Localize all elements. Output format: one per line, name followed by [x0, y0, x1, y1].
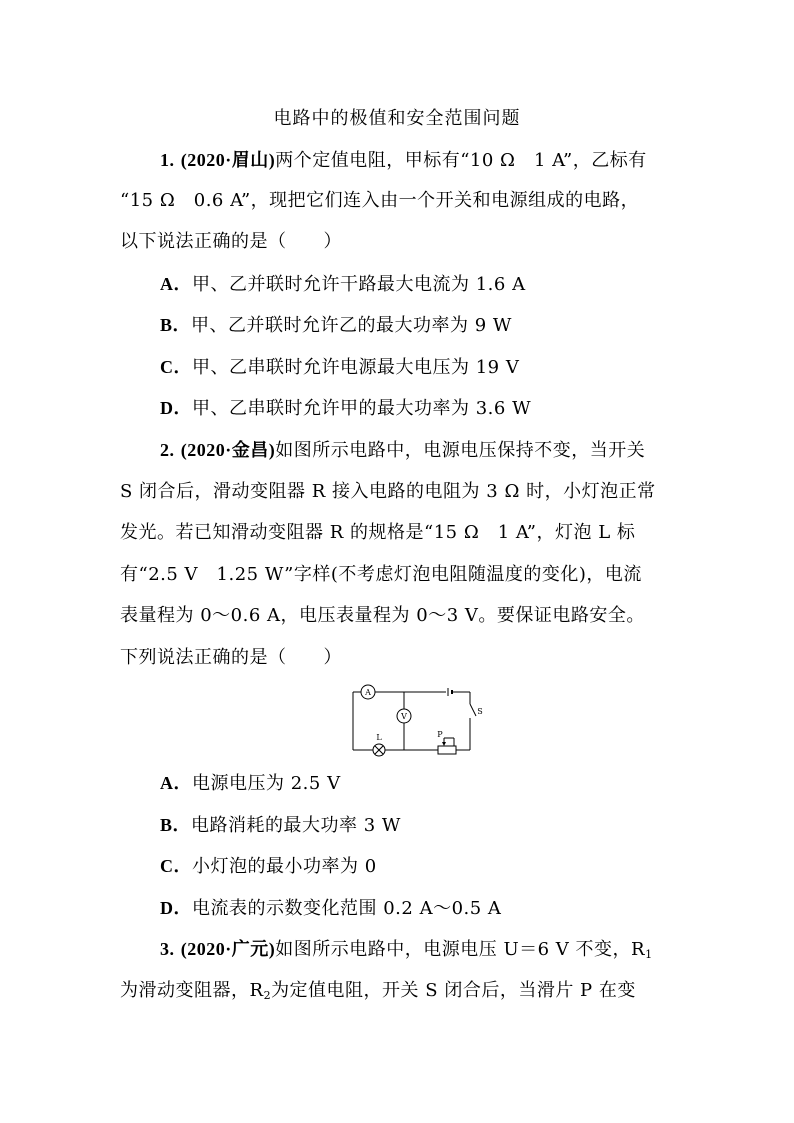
page-title: 电路中的极值和安全范围问题 [273, 108, 521, 129]
q1-option-c-letter: C． [160, 357, 192, 377]
q3-r1-subscript: 1 [645, 948, 653, 961]
q2-line-5: 表量程为 0～0.6 A，电压表量程为 0～3 V。要保证电路安全。 [120, 605, 645, 626]
q1-option-a-letter: A． [160, 274, 192, 294]
q2-option-b-text: 电路消耗的最大功率 3 W [191, 815, 401, 836]
q2-line-4: 有“2.5 V 1.25 W”字样(不考虑灯泡电阻随温度的变化)，电流 [120, 564, 642, 585]
q3-line-1 [160, 937, 730, 967]
q1-line-2: “15 Ω 0.6 A”，现把它们连入由一个开关和电源组成的电路， [120, 190, 640, 211]
q3-source: (2020·广元) [180, 939, 276, 959]
switch-blade [470, 704, 476, 716]
q1-line-3: 以下说法正确的是（ ） [120, 231, 342, 252]
q2-number: 2. [160, 440, 175, 460]
q2-option-a-letter: A． [160, 773, 192, 793]
slider-arrow-head [442, 742, 446, 746]
q3-r2-subscript: 2 [263, 989, 272, 1002]
q2-option-c-text: 小灯泡的最小功率为 0 [192, 856, 377, 877]
q1-option-d[interactable] [160, 396, 531, 421]
q2-option-b-letter: B． [160, 815, 192, 835]
q2-option-d[interactable] [160, 896, 501, 921]
q2-line-1 [160, 438, 730, 463]
q3-text-2a: 为滑动变阻器，R [120, 980, 264, 1001]
q1-option-a[interactable] [160, 272, 526, 297]
circuit-diagram [346, 684, 492, 760]
q1-text-1: 两个定值电阻，甲标有“10 Ω 1 A”，乙标有 [275, 150, 647, 171]
q2-text-1: 如图所示电路中，电源电压保持不变，当开关 [275, 440, 646, 461]
q1-option-c-text: 甲、乙串联时允许电源最大电压为 19 V [192, 357, 520, 378]
q1-option-b-letter: B． [160, 315, 192, 335]
q2-line-6: 下列说法正确的是（ ） [120, 647, 342, 668]
q2-line-2: S 闭合后，滑动变阻器 R 接入电路的电阻为 3 Ω 时，小灯泡正常 [120, 481, 656, 502]
q2-option-a[interactable] [160, 771, 341, 796]
q2-option-c[interactable] [160, 854, 377, 879]
voltmeter-label: V [401, 712, 407, 721]
rheostat-symbol [438, 746, 456, 754]
q3-line-2 [120, 979, 690, 1008]
q2-option-b[interactable] [160, 813, 401, 838]
q2-source: (2020·金昌) [180, 440, 276, 460]
q1-option-b-text: 甲、乙并联时允许乙的最大功率为 9 W [191, 315, 512, 336]
q1-option-d-text: 甲、乙串联时允许甲的最大功率为 3.6 W [192, 398, 532, 419]
q2-line-3: 发光。若已知滑动变阻器 R 的规格是“15 Ω 1 A”，灯泡 L 标 [120, 522, 636, 543]
q3-text-2b: 为定值电阻，开关 S 闭合后，当滑片 P 在变 [271, 980, 636, 1001]
q1-option-b[interactable] [160, 313, 512, 338]
q1-number: 1. [160, 150, 175, 170]
q2-option-d-text: 电流表的示数变化范围 0.2 A～0.5 A [192, 898, 502, 919]
q1-source: (2020·眉山) [180, 150, 276, 170]
q2-option-c-letter: C． [160, 856, 192, 876]
q1-option-c[interactable] [160, 355, 519, 380]
q1-line-1 [160, 148, 730, 173]
lamp-label: L [376, 733, 382, 742]
ammeter-label: A [365, 688, 371, 697]
q2-option-d-letter: D． [160, 898, 192, 918]
q3-number: 3. [160, 939, 175, 959]
slider-label: P [437, 730, 443, 739]
q2-option-a-text: 电源电压为 2.5 V [192, 773, 341, 794]
switch-label: S [477, 707, 483, 716]
q3-text-1: 如图所示电路中，电源电压 U＝6 V 不变，R [275, 939, 646, 960]
q1-option-a-text: 甲、乙并联时允许干路最大电流为 1.6 A [192, 274, 526, 295]
q1-option-d-letter: D． [160, 398, 192, 418]
